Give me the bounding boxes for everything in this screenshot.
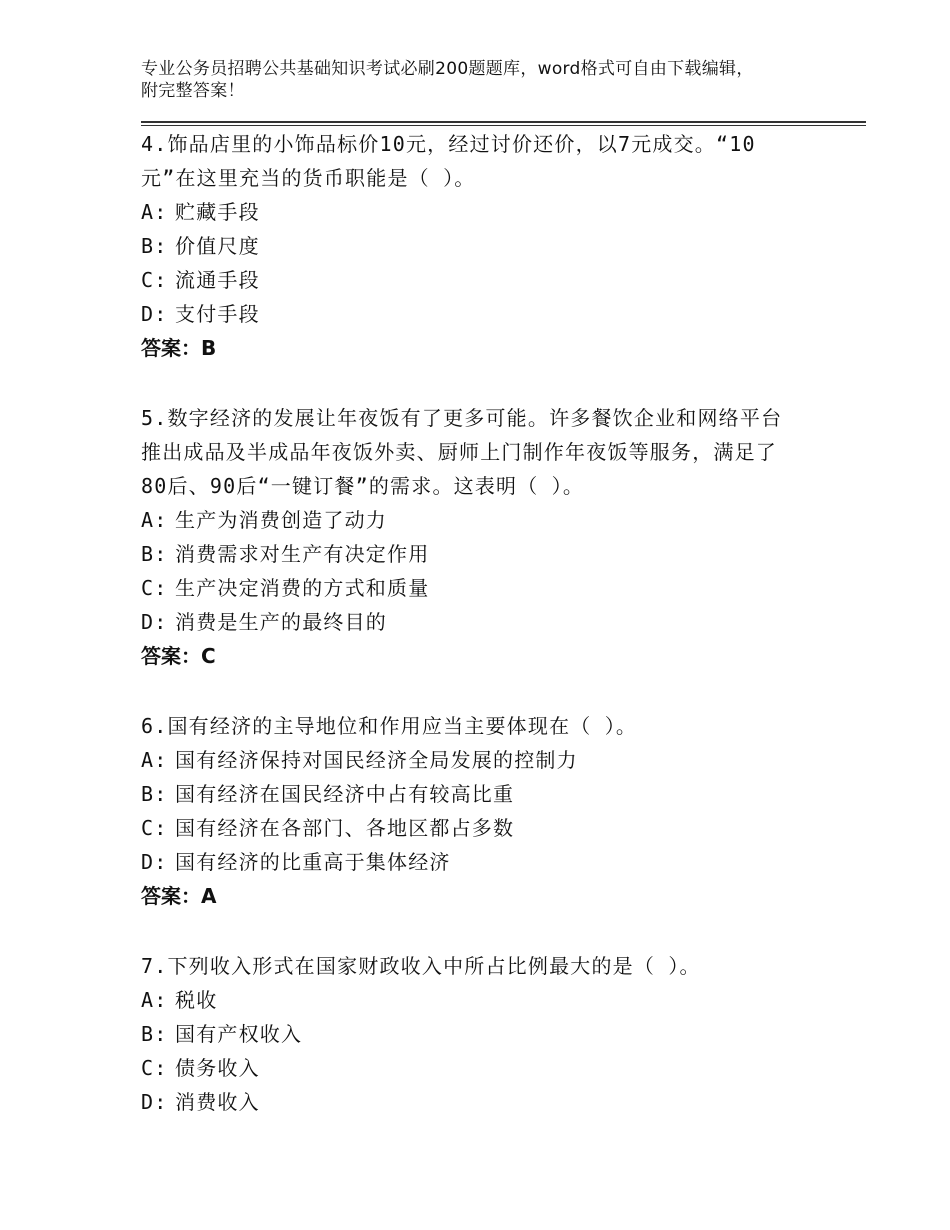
question-6-option-a	[141, 743, 821, 777]
option-key: B:	[141, 542, 168, 566]
question-7-option-d	[141, 1085, 821, 1119]
document-header	[141, 58, 841, 102]
option-key: D:	[141, 1090, 168, 1114]
option-key: A:	[141, 508, 168, 532]
option-key: C:	[141, 576, 168, 600]
option-key: A:	[141, 988, 168, 1012]
header-line-1: 专业公务员招聘公共基础知识考试必刷200题题库，word格式可自由下载编辑，	[141, 59, 754, 79]
option-text: 国有经济保持对国民经济全局发展的控制力	[175, 748, 578, 772]
question-4-answer: 答案：B	[141, 336, 217, 360]
question-5-line-3: 80后、90后“一键订餐”的需求。这表明（ ）。	[141, 474, 585, 498]
question-4-option-c	[141, 263, 821, 297]
option-text: 贮藏手段	[175, 200, 260, 224]
option-text: 债务收入	[175, 1056, 260, 1080]
option-text: 消费需求对生产有决定作用	[175, 542, 430, 566]
header-rule-thick	[141, 121, 866, 123]
question-5-option-a	[141, 503, 821, 537]
option-text: 生产为消费创造了动力	[175, 508, 387, 532]
option-text: 国有经济的比重高于集体经济	[175, 850, 451, 874]
question-7-option-a	[141, 983, 821, 1017]
question-6-option-b	[141, 777, 821, 811]
option-key: B:	[141, 234, 168, 258]
question-4-line-1: 4.饰品店里的小饰品标价10元，经过讨价还价，以7元成交。“10	[141, 132, 756, 156]
question-4-option-b	[141, 229, 821, 263]
option-text: 国有经济在各部门、各地区都占多数	[175, 816, 515, 840]
question-4	[141, 127, 821, 365]
option-key: D:	[141, 302, 168, 326]
option-key: D:	[141, 610, 168, 634]
question-gap	[141, 673, 821, 709]
question-7-line-1: 7.下列收入形式在国家财政收入中所占比例最大的是（ ）。	[141, 954, 701, 978]
question-list	[141, 127, 821, 1119]
question-7	[141, 949, 821, 1119]
option-key: B:	[141, 782, 168, 806]
question-5-answer: 答案：C	[141, 644, 216, 668]
option-key: A:	[141, 200, 168, 224]
option-text: 支付手段	[175, 302, 260, 326]
question-6	[141, 709, 821, 913]
question-5-option-d	[141, 605, 821, 639]
option-key: A:	[141, 748, 168, 772]
question-4-option-a	[141, 195, 821, 229]
option-text: 价值尺度	[175, 234, 260, 258]
option-key: C:	[141, 816, 168, 840]
question-gap	[141, 365, 821, 401]
question-7-option-c	[141, 1051, 821, 1085]
question-6-answer: 答案：A	[141, 884, 217, 908]
option-key: C:	[141, 1056, 168, 1080]
option-text: 税收	[175, 988, 218, 1012]
option-key: D:	[141, 850, 168, 874]
question-6-option-d	[141, 845, 821, 879]
option-key: B:	[141, 1022, 168, 1046]
question-gap	[141, 913, 821, 949]
option-text: 生产决定消费的方式和质量	[175, 576, 430, 600]
option-text: 流通手段	[175, 268, 260, 292]
question-4-line-2: 元”在这里充当的货币职能是（ ）。	[141, 166, 476, 190]
header-rule-thin	[141, 125, 866, 126]
question-5-option-c	[141, 571, 821, 605]
question-4-option-d	[141, 297, 821, 331]
question-7-option-b	[141, 1017, 821, 1051]
option-text: 国有经济在国民经济中占有较高比重	[175, 782, 515, 806]
question-5	[141, 401, 821, 673]
question-5-line-2: 推出成品及半成品年夜饭外卖、厨师上门制作年夜饭等服务，满足了	[141, 440, 777, 464]
option-text: 国有产权收入	[175, 1022, 303, 1046]
header-line-2: 附完整答案！	[141, 81, 245, 101]
question-5-option-b	[141, 537, 821, 571]
option-key: C:	[141, 268, 168, 292]
option-text: 消费收入	[175, 1090, 260, 1114]
question-6-line-1: 6.国有经济的主导地位和作用应当主要体现在（ ）。	[141, 714, 638, 738]
option-text: 消费是生产的最终目的	[175, 610, 387, 634]
question-5-line-1: 5.数字经济的发展让年夜饭有了更多可能。许多餐饮企业和网络平台	[141, 406, 783, 430]
question-6-option-c	[141, 811, 821, 845]
